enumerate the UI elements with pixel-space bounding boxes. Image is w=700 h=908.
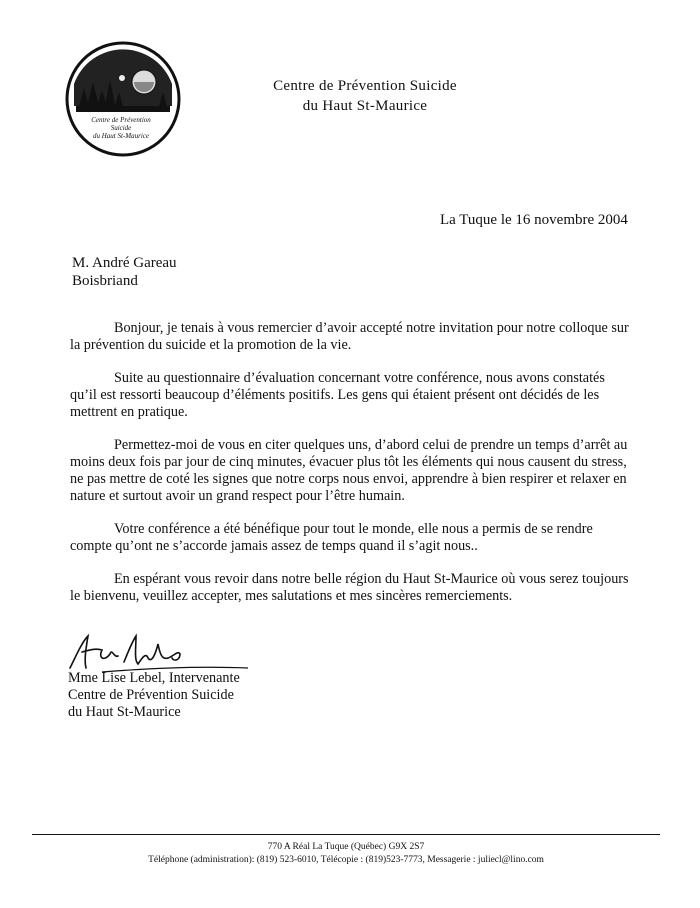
- footer-address: 770 A Réal La Tuque (Québec) G9X 2S7: [267, 842, 425, 852]
- letter-footer: [32, 841, 660, 867]
- letter-date: La Tuque le 16 novembre 2004: [440, 212, 628, 228]
- recipient-name: M. André Gareau: [72, 255, 177, 271]
- logo-caption-line2: Suicide: [110, 124, 132, 132]
- signer-org-line1: Centre de Prévention Suicide: [68, 687, 234, 703]
- paragraph: Permettez-moi de vous en citer quelques uns, d’abord celui de prendre un temps d’arrêt au moins deux fois par jour de cinq minutes, évacuer plus tôt les éléments qui nous causent du stress, ne pas mettre de coté les signes que notre corps nous envoi, apprendre à bien respirer et relaxer en nature et surtout avoir un grand respect pour l’être humain.: [70, 437, 628, 504]
- paragraph: Votre conférence a été bénéfique pour tout le monde, elle nous a permis de se rendre compte qu’ont ne s’accorde jamais assez de temps quand il s’agit nous..: [70, 521, 593, 554]
- letter-body: [70, 320, 630, 621]
- footer-contact: Téléphone (administration): (819) 523-6010, Télécopie : (819)523-7773, Messagerie : juliecl@lino.com: [148, 855, 544, 865]
- organization-logo: [64, 40, 182, 158]
- signer-name: Mme Lise Lebel, Intervenante: [68, 670, 240, 686]
- letterhead-title: [240, 76, 490, 116]
- letterhead-line1: Centre de Prévention Suicide: [273, 78, 457, 94]
- letterhead-line2: du Haut St-Maurice: [302, 98, 428, 114]
- signer-org-line2: du Haut St-Maurice: [68, 704, 181, 720]
- signature-icon: [62, 628, 252, 676]
- logo-caption-line1: Centre de Prévention: [91, 116, 151, 124]
- logo-caption-line3: du Haut St-Maurice: [93, 132, 149, 140]
- recipient-block: [72, 254, 177, 290]
- paragraph: Suite au questionnaire d’évaluation concernant votre conférence, nous avons constatés qu’il est ressorti beaucoup d’éléments positifs. Les gens qui étaient présent ont décidés de les mettrent en pratique.: [70, 370, 605, 420]
- logo-caption: [86, 116, 156, 140]
- paragraph: Bonjour, je tenais à vous remercier d’avoir accepté notre invitation pour notre colloque sur la prévention du suicide et la promotion de la vie.: [70, 320, 629, 353]
- handwritten-signature: [62, 628, 252, 676]
- logo-emblem-icon: [64, 40, 182, 158]
- paragraph: En espérant vous revoir dans notre belle région du Haut St-Maurice où vous serez toujours le bienvenu, veuillez accepter, mes salutations et mes sincères remerciements.: [70, 571, 629, 604]
- signer-block: [68, 670, 240, 721]
- footer-divider: [32, 834, 660, 835]
- recipient-city: Boisbriand: [72, 273, 138, 289]
